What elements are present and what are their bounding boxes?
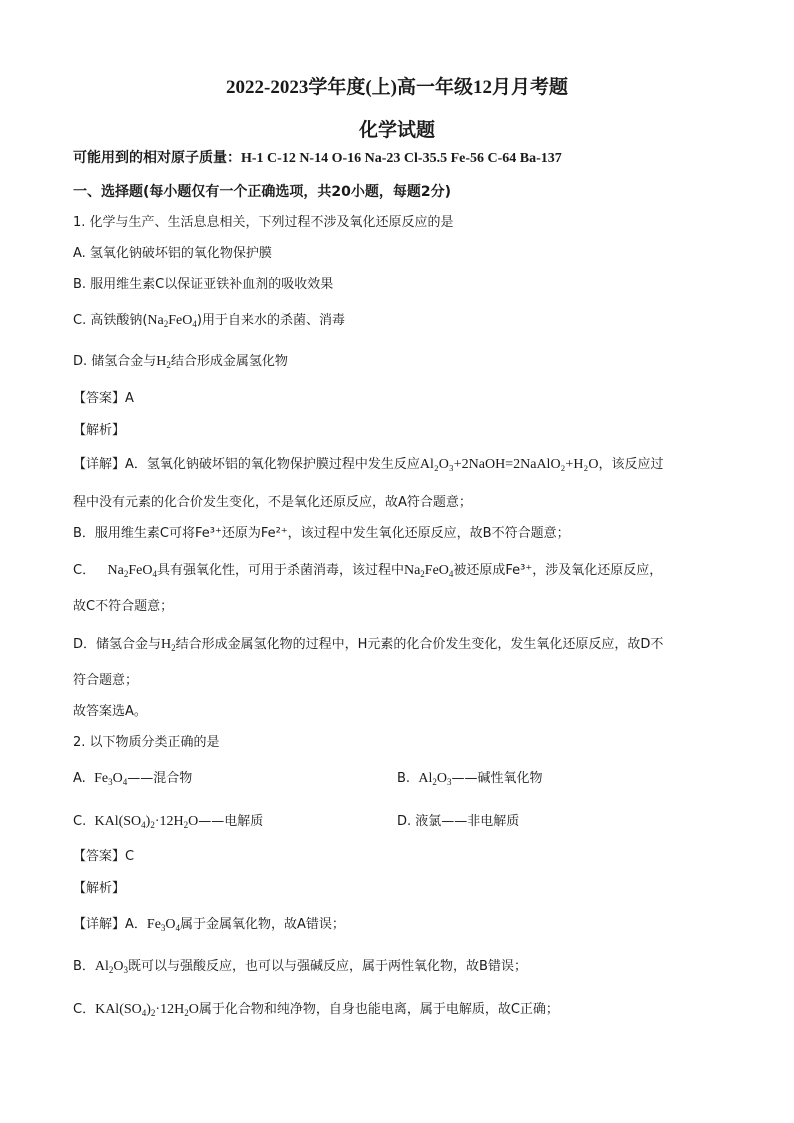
formula-na2feo4: $Na_2FeO_4$	[403, 563, 454, 579]
q2-detail-2-post: 既可以与强酸反应，也可以与强碱反应，属于两性氧化物，故B错误；	[128, 959, 527, 974]
q1-detail-1-pre: 【详解】A．氢氧化钠破坏铝的氧化物保护膜过程中发生反应	[73, 457, 420, 472]
q1-detail-line-3: B．服用维生素C可将Fe³⁺还原为Fe²⁺，该过程中发生氧化还原反应，故B不符合题意；	[73, 526, 570, 541]
formula-fe3o4: $Fe_3O_4$	[94, 771, 128, 787]
q1-detail-4-post: 被还原成Fe³⁺，涉及氧化还原反应，	[453, 563, 663, 578]
q1-analysis-label: 【解析】	[73, 423, 126, 438]
q2-option-b-post: ——碱性氧化物	[451, 771, 543, 786]
q1-option-c	[73, 312, 345, 330]
section-heading: 一、选择题(每小题仅有一个正确选项，共20小题，每题2分)	[73, 184, 452, 200]
q1-detail-1-post: ，该反应过	[598, 457, 664, 472]
q2-detail-line-2: B．$Al_2O_3$既可以与强酸反应，也可以与强碱反应，属于两性氧化物，故B错误；	[73, 959, 527, 975]
q2-option-c-post: ——电解质	[198, 814, 264, 829]
q1-detail-line-1	[73, 456, 663, 474]
formula-na2feo4: $Na_2FeO_4$	[107, 563, 157, 579]
q1-stem: 1. 化学与生产、生活息息相关，下列过程不涉及氧化还原反应的是	[73, 215, 454, 230]
q1-option-b: B. 服用维生素C以保证亚铁补血剂的吸收效果	[73, 277, 334, 292]
q2-detail-3-post: 属于化合物和纯净物，自身也能电离，属于电解质，故C正确；	[198, 1002, 559, 1017]
exam-title: 2022-2023学年度(上)高一年级12月月考题	[226, 77, 568, 98]
formula-al2o3: $Al_2O_3$	[418, 771, 452, 787]
q2-analysis-label: 【解析】	[73, 881, 126, 896]
q1-detail-line-6	[73, 636, 663, 654]
q1-option-a: A. 氢氧化钠破坏铝的氧化物保护膜	[73, 246, 272, 261]
q1-option-d	[73, 353, 288, 371]
q1-option-d-pre: D. 储氢合金与	[73, 354, 157, 369]
formula-h2: $H_2$	[161, 637, 176, 653]
q2-stem: 2. 以下物质分类正确的是	[73, 735, 220, 750]
q2-detail-line-1: 【详解】A．$Fe_3O_4$属于金属氧化物，故A错误；	[73, 917, 345, 933]
q1-detail-4-pre: C．	[73, 563, 96, 578]
q2-detail-line-3: C．$KAl(SO_4)_2\cdot 12H_2O$属于化合物和纯净物，自身也能电离，属于电解质，故C正确；	[73, 1002, 559, 1018]
q1-detail-line-2: 程中没有元素的化合价发生变化，不是氧化还原反应，故A符合题意；	[73, 495, 472, 510]
q1-option-c-pre: C. 高铁酸钠(	[73, 313, 148, 328]
subject-title: 化学试题	[358, 120, 435, 141]
formula-h2: $H_2$	[156, 354, 171, 370]
q2-answer: 【答案】C	[73, 849, 135, 864]
q1-option-d-post: 结合形成金属氢化物	[170, 354, 288, 369]
q1-detail-4-mid: 具有强氧化性，可用于杀菌消毒，该过程中	[156, 563, 404, 578]
q2-detail-1-post: 属于金属氧化物，故A错误；	[180, 917, 345, 932]
q1-conclusion: 故答案选A。	[73, 704, 147, 719]
q1-detail-line-7: 符合题意；	[73, 673, 139, 688]
q1-equation: Al₂O₃+2NaOH=2NaAlO₂+H₂O	[419, 457, 599, 472]
q1-answer: 【答案】A	[73, 391, 134, 406]
atomic-masses: 可能用到的相对原子质量：H-1 C-12 N-14 O-16 Na-23 Cl-35.5 Fe-56 C-64 Ba-137	[73, 151, 562, 166]
q2-option-b: B. $Al_2O_3——$碱性氧化物	[397, 771, 543, 787]
q1-detail-line-5: 故C不符合题意；	[73, 599, 174, 614]
q2-option-a-post: ——混合物	[127, 771, 193, 786]
q1-detail-6-pre: D．储氢合金与	[73, 637, 162, 652]
formula-na2feo4: $Na_2FeO_4$	[147, 313, 197, 329]
formula-al2o3: $Al_2O_3$	[94, 959, 129, 975]
q1-detail-line-4	[73, 562, 662, 580]
q1-option-c-post: )用于自来水的杀菌、消毒	[196, 313, 345, 328]
q2-option-d: D. 液氯——非电解质	[397, 814, 520, 829]
q2-option-a: A. $Fe_3O_4——$混合物	[73, 771, 193, 787]
q1-detail-6-post: 结合形成金属氢化物的过程中，H元素的化合价发生变化，发生氧化还原反应，故D不	[175, 637, 664, 652]
formula-fe3o4: $Fe_3O_4$	[146, 917, 181, 933]
formula-alum: $KAl(SO_4)_2\cdot 12H_2O$	[94, 814, 199, 830]
q2-option-c: C. $KAl(SO_4)_2\cdot 12H_2O——$电解质	[73, 814, 264, 830]
formula-alum: $KAl(SO_4)_2\cdot 12H_2O$	[95, 1002, 199, 1018]
